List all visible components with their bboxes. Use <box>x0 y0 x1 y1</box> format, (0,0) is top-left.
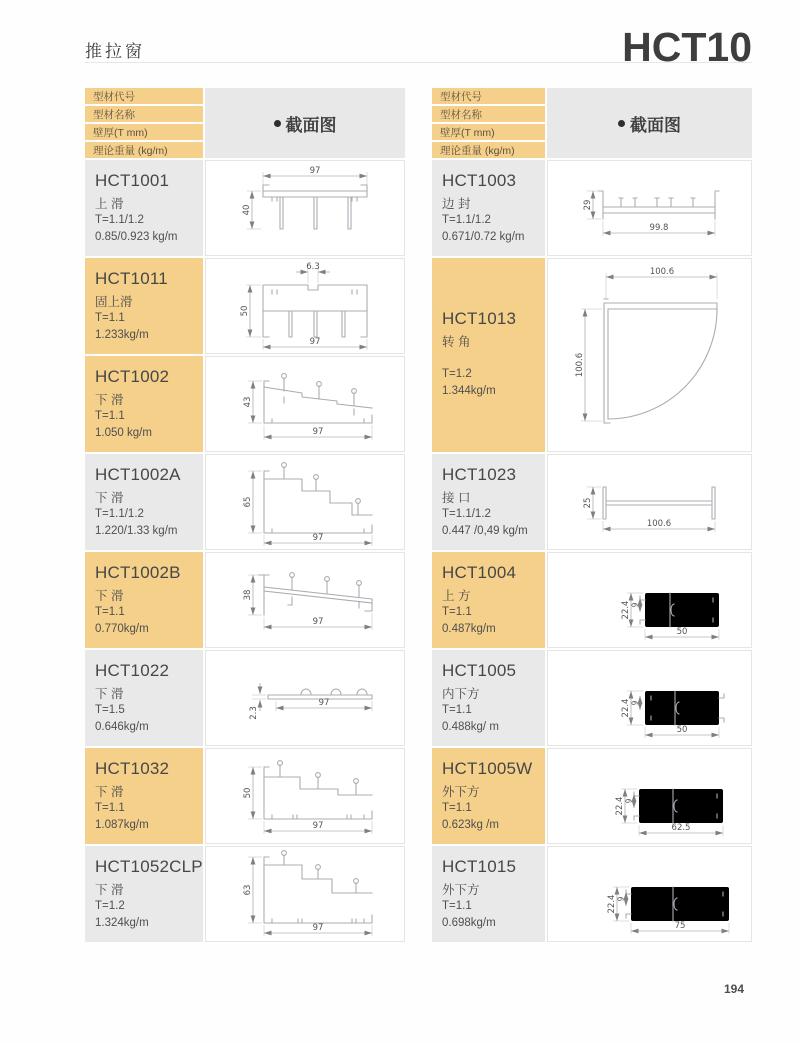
dim-label: 50 <box>676 627 687 637</box>
dim-label: 2.3 <box>249 706 259 720</box>
table-row <box>85 454 405 550</box>
table-header <box>85 88 405 158</box>
profile-thickness: T=1.1 <box>442 606 472 618</box>
dim-label: 97 <box>312 427 324 437</box>
dim-label: 25 <box>582 497 593 509</box>
table-row <box>85 552 405 648</box>
profile-code: HCT1005W <box>442 759 533 778</box>
diagram-hct1005 <box>547 650 752 746</box>
dim-label: 65 <box>243 496 253 508</box>
header-profile-code: 型材代号 <box>85 88 203 104</box>
table-row <box>432 454 752 550</box>
profile-name: 内下方 <box>442 687 480 701</box>
table-row <box>85 748 405 844</box>
dim-label: 9 <box>616 896 625 902</box>
profile-thickness: T=1.2 <box>95 900 125 912</box>
profile-name: 外下方 <box>442 785 480 799</box>
diagram-hct1022 <box>205 650 405 746</box>
profile-code: HCT1002 <box>95 367 170 386</box>
table-row <box>85 258 405 354</box>
series-code: HCT10 <box>622 24 752 70</box>
dim-label: 97 <box>312 821 324 831</box>
dim-label: 40 <box>242 204 252 216</box>
profile-thickness: T=1.1/1.2 <box>442 214 491 226</box>
diagram-hct1001 <box>205 160 405 256</box>
header-wall-thickness: 壁厚(T mm) <box>85 124 203 140</box>
profile-weight: 0.646kg/m <box>95 720 149 733</box>
profile-name: 下 滑 <box>95 785 124 799</box>
profile-thickness: T=1.1 <box>95 312 125 324</box>
table-row <box>85 160 405 256</box>
dim-label: 97 <box>309 337 321 347</box>
profile-name: 下 滑 <box>95 687 124 701</box>
diagram-hct1023 <box>547 454 752 550</box>
dim-label: 43 <box>243 396 253 408</box>
profile-name: 上 滑 <box>95 197 124 211</box>
header-section-diagram <box>205 88 405 158</box>
table-row <box>432 258 752 452</box>
dim-label: 6.3 <box>306 262 320 272</box>
table-row <box>432 552 752 648</box>
profile-weight: 0.671/0.72 kg/m <box>442 230 525 243</box>
diagram-hct1005w <box>547 748 752 844</box>
profile-name: 接 口 <box>442 491 471 505</box>
profile-code: HCT1002B <box>95 563 181 582</box>
profile-weight: 0.487kg/m <box>442 622 496 635</box>
diagram-hct1013 <box>547 258 752 452</box>
profile-name: 下 滑 <box>95 491 124 505</box>
bullet-icon <box>618 120 625 127</box>
profile-code: HCT1002A <box>95 465 181 484</box>
profile-name: 上 方 <box>442 589 471 603</box>
profile-thickness: T=1.1 <box>95 802 125 814</box>
header-profile-name: 型材名称 <box>85 106 203 122</box>
diagram-hct1011 <box>205 258 405 354</box>
profile-thickness: T=1.1 <box>442 802 472 814</box>
dim-label: 62.5 <box>671 823 690 833</box>
profile-code: HCT1004 <box>442 563 517 582</box>
dim-label: 100.6 <box>649 267 674 277</box>
page-number: 194 <box>723 982 744 996</box>
dim-label: 63 <box>243 884 253 896</box>
diagram-hct1002 <box>205 356 405 452</box>
profile-thickness: T=1.5 <box>95 704 125 716</box>
profile-weight: 0.770kg/m <box>95 622 149 635</box>
dim-label: 22.4 <box>620 698 631 718</box>
profile-table-right <box>432 88 752 942</box>
dim-label: 97 <box>312 923 324 933</box>
diagram-hct1002a <box>205 454 405 550</box>
profile-name: 转 角 <box>442 335 471 350</box>
header-profile-code: 型材代号 <box>432 88 545 104</box>
table-row <box>85 846 405 942</box>
profile-thickness: T=1.1/1.2 <box>95 214 144 226</box>
profile-thickness: T=1.1/1.2 <box>442 508 491 520</box>
dim-label: 38 <box>243 589 253 601</box>
profile-thickness: T=1.1 <box>442 704 472 716</box>
diagram-hct1002b <box>205 552 405 648</box>
dim-label: 22.4 <box>614 796 625 816</box>
dim-label: 9 <box>624 798 633 804</box>
profile-weight: 1.344kg/m <box>442 385 496 397</box>
profile-table-left <box>85 88 405 942</box>
dim-label: 50 <box>240 305 250 317</box>
diagram-hct1004 <box>547 552 752 648</box>
profile-weight: 0.447 /0,49 kg/m <box>442 524 528 537</box>
table-row <box>432 160 752 256</box>
header-wall-thickness: 壁厚(T mm) <box>432 124 545 140</box>
profile-weight: 1.324kg/m <box>95 916 149 929</box>
table-row <box>432 748 752 844</box>
dim-label: 9 <box>630 700 639 706</box>
profile-weight: 1.050 kg/m <box>95 426 152 439</box>
profile-code: HCT1001 <box>95 171 170 190</box>
dim-label: 75 <box>674 921 685 931</box>
profile-weight: 1.233kg/m <box>95 328 149 341</box>
table-row <box>432 846 752 942</box>
header-theoretical-weight: 理论重量 (kg/m) <box>85 142 203 158</box>
profile-code: HCT1022 <box>95 661 170 680</box>
profile-thickness: T=1.1/1.2 <box>95 508 144 520</box>
diagram-hct1032 <box>205 748 405 844</box>
header-section-diagram <box>547 88 752 158</box>
profile-code: HCT1011 <box>95 269 168 288</box>
dim-label: 29 <box>582 199 593 211</box>
dim-label: 50 <box>676 725 687 735</box>
diagram-hct1015 <box>547 846 752 942</box>
profile-weight: 0.488kg/ m <box>442 720 499 733</box>
profile-code: HCT1052CLP <box>95 857 203 876</box>
dim-label: 9 <box>630 602 639 608</box>
profile-thickness: T=1.1 <box>95 410 125 422</box>
dim-label: 22.4 <box>620 600 631 620</box>
profile-name: 固上滑 <box>95 295 133 309</box>
profile-code: HCT1013 <box>442 309 517 329</box>
profile-code: HCT1023 <box>442 465 517 484</box>
profile-thickness: T=1.1 <box>442 900 472 912</box>
profile-weight: 1.220/1.33 kg/m <box>95 524 178 537</box>
profile-name: 边 封 <box>442 197 471 211</box>
bullet-icon <box>274 120 281 127</box>
dim-label: 97 <box>309 166 321 176</box>
section-header-label: 截面图 <box>285 115 337 135</box>
profile-weight: 1.087kg/m <box>95 818 149 831</box>
table-header <box>432 88 752 158</box>
dim-label: 97 <box>312 617 324 627</box>
table-row <box>85 650 405 746</box>
profile-name: 下 滑 <box>95 393 124 407</box>
profile-code: HCT1005 <box>442 661 517 680</box>
diagram-hct1052clp <box>205 846 405 942</box>
dim-label: 97 <box>318 698 330 708</box>
dim-label: 100.6 <box>574 352 585 378</box>
profile-code: HCT1003 <box>442 171 517 190</box>
profile-code: HCT1015 <box>442 857 517 876</box>
profile-name: 下 滑 <box>95 589 124 603</box>
table-row <box>85 356 405 452</box>
dim-label: 99.8 <box>649 223 668 233</box>
section-header-label: 截面图 <box>630 115 681 135</box>
profile-weight: 0.698kg/m <box>442 916 496 929</box>
table-row <box>432 650 752 746</box>
profile-code: HCT1032 <box>95 759 170 778</box>
profile-weight: 0.85/0.923 kg/m <box>95 230 178 243</box>
profile-name: 下 滑 <box>95 883 124 897</box>
profile-thickness: T=1.1 <box>95 606 125 618</box>
header-profile-name: 型材名称 <box>432 106 545 122</box>
profile-name: 外下方 <box>442 883 480 897</box>
dim-label: 50 <box>243 787 253 799</box>
page-title: 推拉窗 <box>85 42 145 61</box>
dim-label: 22.4 <box>606 894 617 914</box>
profile-thickness: T=1.2 <box>442 368 472 381</box>
profile-weight: 0.623kg /m <box>442 818 499 831</box>
dim-label: 97 <box>312 533 324 543</box>
dim-label: 100.6 <box>646 519 671 529</box>
diagram-hct1003 <box>547 160 752 256</box>
header-theoretical-weight: 理论重量 (kg/m) <box>432 142 545 158</box>
